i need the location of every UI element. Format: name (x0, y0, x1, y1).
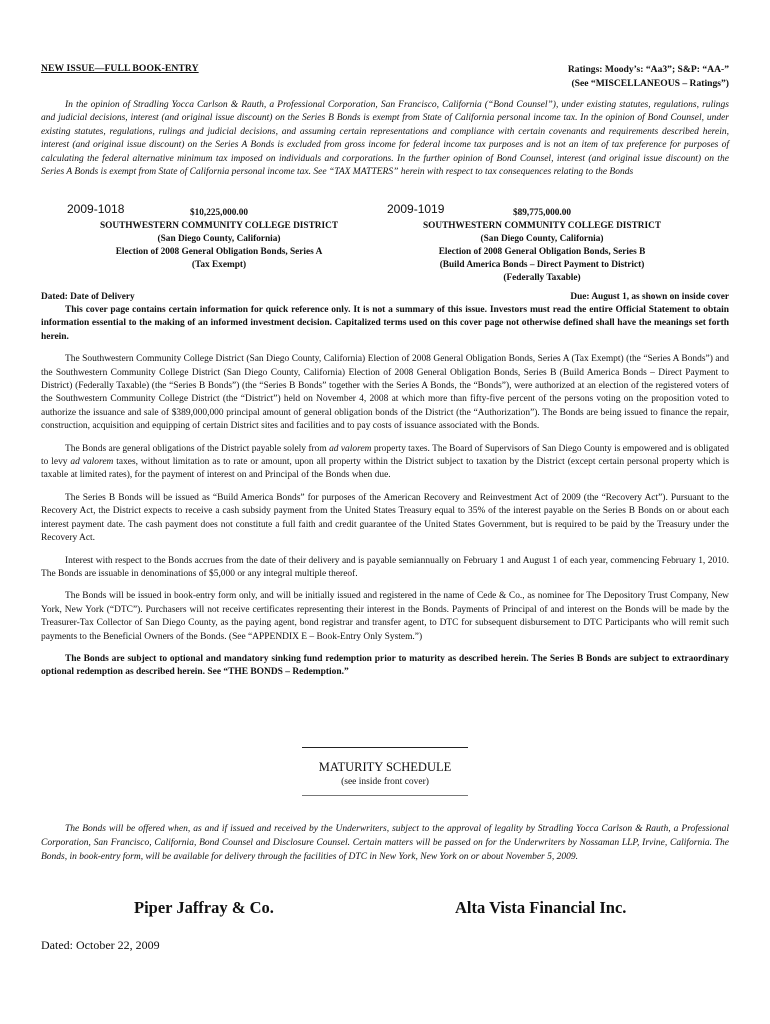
maturity-subtitle: (see inside front cover) (341, 777, 429, 787)
build-america-paragraph: The Series B Bonds will be issued as “Build America Bonds” for purposes of the American Recovery and Reinvestment Act of 2009 (the “Recovery Act”). Pursuant to the Recovery Act, the District expects to receive a cash subsidy payment from the United States Treasury equal to 35% of the interest payable on the Series B Bonds on or about each interest payment date. The cash payment does not constitute a full faith and credit guarantee of the United States Government, but is required to be paid by the Treasury under the Recovery Act. (41, 492, 729, 544)
series-a-number: 2009-1018 (67, 202, 125, 216)
series-b-district: SOUTHWESTERN COMMUNITY COLLEGE DISTRICT (422, 221, 662, 232)
divider-bottom (302, 795, 468, 796)
authorization-paragraph: The Southwestern Community College District (San Diego County, California) Election of 2008 General Obligation Bonds, Series A (Tax Exempt) (the “Series A Bonds”) and the Southwestern Community College District (San Diego County, California) Election of 2008 General Obligation Bonds, Series B (Build America Bonds – Direct Payment to District) (Federally Taxable) (the “Series B Bonds”) (the “Series B Bonds” together with the Series A Bonds, the “Bonds”), were authorized at an election of the registered voters of the Southwestern Community College District (the “District”) held on November 4, 2008 at which more than fifty-five percent of the persons voting on the proposition voted to authorize the issuance and sale of $389,000,000 principal amount of general obligation bonds of the District (the “Authorization”). The Bonds are being issued to finance the repair, construction, acquisition and equipping of certain District sites and facilities and to pay costs of issuance associated with the Bonds. (41, 354, 729, 432)
ratings (568, 63, 729, 91)
interest-paragraph: Interest with respect to the Bonds accrues from the date of their delivery and is payable semiannually on February 1 and August 1 of each year, commencing February 1, 2010. The Bonds are issuable in denominations of $5,000 or any integral multiple thereof. (41, 555, 729, 579)
due-date: Due: August 1, as shown on inside cover (570, 292, 729, 302)
series-b-number: 2009-1019 (387, 202, 445, 216)
series-b-election: Election of 2008 General Obligation Bonds, Series B (438, 247, 646, 258)
underwriter-piper-jaffray: Piper Jaffray & Co. (134, 898, 274, 917)
series-a-block (54, 204, 384, 272)
underwriter-alta-vista: Alta Vista Financial Inc. (455, 898, 627, 917)
series-a-county: (San Diego County, California) (157, 234, 281, 245)
bond-counsel-opinion: In the opinion of Stradling Yocca Carlson & Rauth, a Professional Corporation, San Francisco, California (“Bond Counsel”), under existing statutes, regulations, rulings and judicial decisions, interest (and original issue discount) on the Series B Bonds is exempt from State of California personal income tax. In the opinion of Bond Counsel, under existing statutes, regulations, rulings and judicial decisions, and assuming certain representations and compliance with certain covenants and requirements described herein, interest (and original issue discount) on the Series A Bonds is excluded from gross income for federal income tax purposes and is not an item of tax preference for purposes of calculating the federal alternative minimum tax imposed on individuals and corporations. In the further opinion of Bond Counsel, interest (and original issue discount) on the Series A Bonds is exempt from State of California personal income tax. See “TAX MATTERS” herein with respect to tax consequences relating to the Bonds (41, 100, 729, 178)
divider-top (302, 747, 468, 748)
body-text (41, 304, 729, 689)
maturity-schedule (0, 747, 770, 796)
series-b-block (377, 204, 707, 286)
dated-date-of-delivery: Dated: Date of Delivery (41, 292, 135, 302)
ratings-line: Ratings: Moody’s: “Aa3”; S&P: “AA-” (567, 64, 729, 75)
redemption-paragraph: The Bonds are subject to optional and mandatory sinking fund redemption prior to maturity as described herein. The Series B Bonds are subject to extraordinary optional redemption as described herein. See “THE BONDS – Redemption.” (41, 653, 729, 678)
cover-page-notice: This cover page contains certain information for quick reference only. It is not a summary of this issue. Investors must read the entire Official Statement to obtain information essential to the making of an informed investment decision. Capitalized terms used on this cover page not otherwise defined shall have the meanings set forth herein. (41, 305, 729, 342)
maturity-title: MATURITY SCHEDULE (318, 760, 452, 774)
series-a-tax: (Tax Exempt) (191, 260, 247, 271)
security-paragraph: The Bonds are general obligations of the District payable solely from ad valorem property taxes. The Board of Supervisors of San Diego County is empowered and is obligated to levy ad valorem taxes, without limitation as to rate or amount, upon all property within the District subject to taxation by the District (except certain personal property which is taxable at limited rates), for the payment of interest on and Principal of the Bonds when due. (41, 443, 730, 481)
offering-statement: The Bonds will be offered when, as and if issued and received by the Underwriters, subject to the approval of legality by Stradling Yocca Carlson & Rauth, a Professional Corporation, San Francisco, California, Bond Counsel and Disclosure Counsel. Certain matters will be passed on for the Underwriters by Nossaman LLP, Irvine, California. The Bonds, in book-entry form, will be available for delivery through the facilities of DTC in New York, New York on or about November 5, 2009. (41, 824, 729, 862)
document-date: Dated: October 22, 2009 (41, 938, 160, 952)
ratings-reference: (See “MISCELLANEOUS – Ratings”) (571, 78, 729, 89)
series-a-election: Election of 2008 General Obligation Bonds, Series A (115, 247, 323, 258)
series-b-county: (San Diego County, California) (480, 234, 604, 245)
series-b-tax: (Federally Taxable) (503, 273, 581, 284)
series-b-amount: $89,775,000.00 (512, 208, 572, 218)
dated-due-row (41, 292, 729, 302)
issue-type: NEW ISSUE—FULL BOOK-ENTRY (41, 63, 199, 74)
series-a-district: SOUTHWESTERN COMMUNITY COLLEGE DISTRICT (99, 221, 339, 232)
series-b-type: (Build America Bonds – Direct Payment to District) (439, 260, 645, 271)
book-entry-paragraph: The Bonds will be issued in book-entry form only, and will be initially issued and registered in the name of Cede & Co., as nominee for The Depository Trust Company, New York, New York (“DTC”). Purchasers will not receive certificates representing their interest in the Bonds. Payments of Principal of and interest on the Bonds will be made by the Treasurer-Tax Collector of San Diego County, as the paying agent, bond registrar and transfer agent, to DTC for subsequent disbursement to DTC Participants who will remit such payments to the Beneficial Owners of the Bonds. (See “APPENDIX E – Book-Entry Only System.”) (41, 591, 729, 642)
series-a-amount: $10,225,000.00 (189, 208, 249, 218)
